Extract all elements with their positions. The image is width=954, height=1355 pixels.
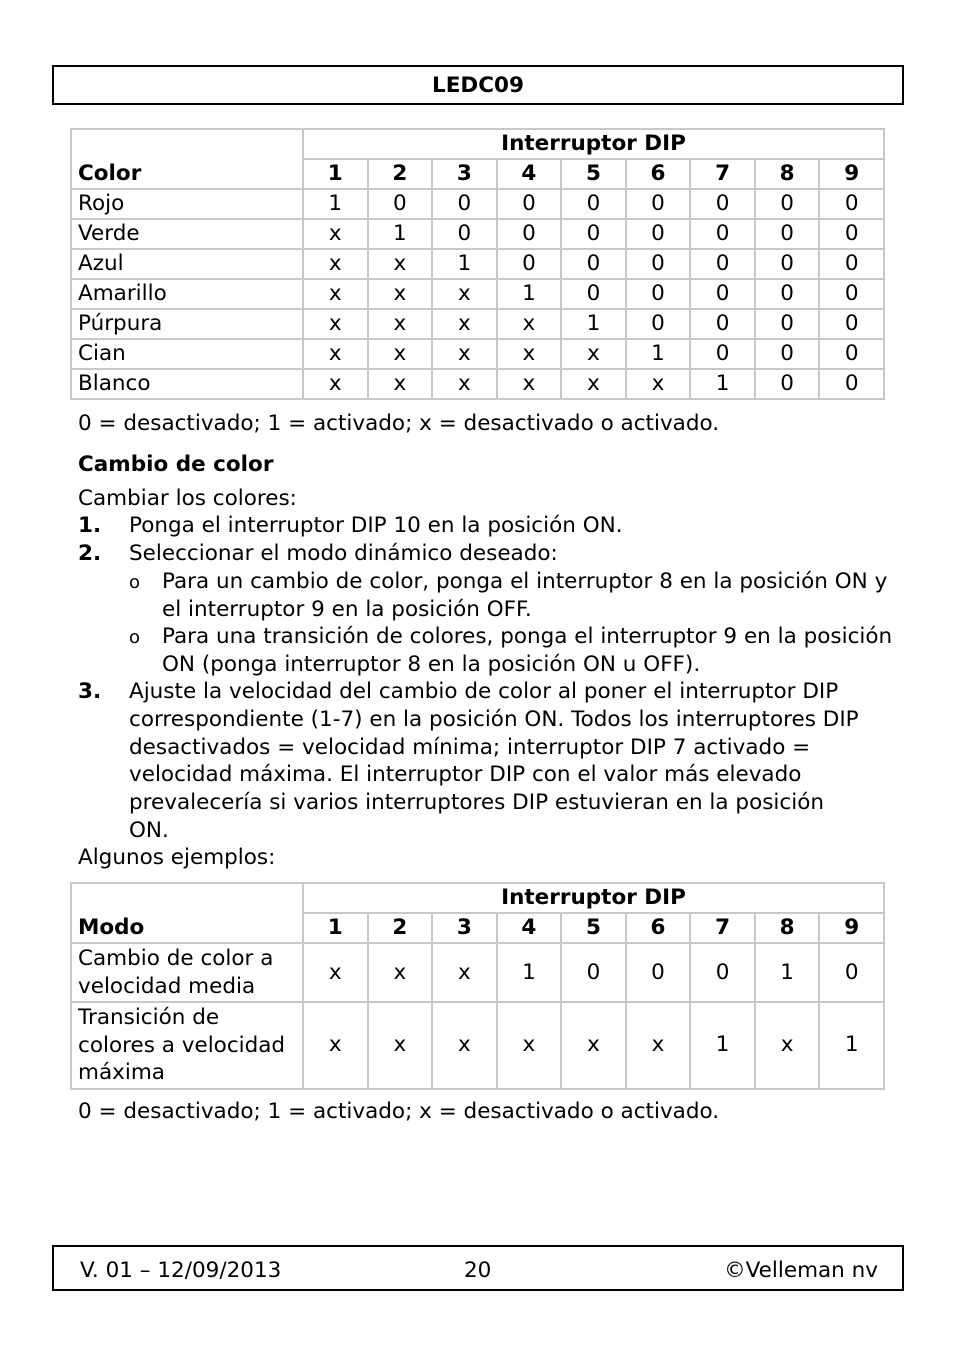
table-cell: x bbox=[561, 369, 626, 399]
table-cell: 0 bbox=[626, 943, 691, 1002]
table-cell: 1 bbox=[690, 369, 755, 399]
table-cell: 0 bbox=[755, 279, 820, 309]
table-cell: x bbox=[432, 943, 497, 1002]
table-cell: 0 bbox=[819, 369, 884, 399]
column-header: 9 bbox=[819, 159, 884, 189]
table-cell: 1 bbox=[819, 1002, 884, 1089]
table-cell: 0 bbox=[626, 249, 691, 279]
table-cell: x bbox=[497, 339, 562, 369]
table-cell: 0 bbox=[690, 309, 755, 339]
column-header: 6 bbox=[626, 913, 691, 943]
table-cell: 1 bbox=[690, 1002, 755, 1089]
table-cell: 0 bbox=[626, 279, 691, 309]
subitem-text-1: Para un cambio de color, ponga el interruptor 8 en la posición ON y el interruptor 9 en la posición OFF. bbox=[162, 569, 888, 622]
section-heading: Cambio de color bbox=[78, 452, 274, 477]
table-cell: x bbox=[755, 1002, 820, 1089]
table-cell: 0 bbox=[626, 219, 691, 249]
column-header: 1 bbox=[303, 913, 368, 943]
step-number-3: 3. bbox=[78, 679, 102, 704]
table-cell: 1 bbox=[626, 339, 691, 369]
table2-group-header: Interruptor DIP bbox=[303, 883, 884, 913]
table-cell: x bbox=[368, 339, 433, 369]
table-cell: 0 bbox=[819, 339, 884, 369]
column-header: 4 bbox=[497, 913, 562, 943]
table-cell: 0 bbox=[432, 219, 497, 249]
table-cell: 0 bbox=[819, 219, 884, 249]
table-cell: 0 bbox=[626, 189, 691, 219]
table-cell: x bbox=[368, 1002, 433, 1089]
column-header: 2 bbox=[368, 159, 433, 189]
table-row bbox=[71, 369, 884, 399]
row-label-line: máxima bbox=[78, 1060, 165, 1085]
table-cell: x bbox=[303, 249, 368, 279]
step-number-1: 1. bbox=[78, 513, 102, 538]
table-cell: x bbox=[432, 369, 497, 399]
row-label: Blanco bbox=[71, 369, 303, 399]
footer-version: V. 01 – 12/09/2013 bbox=[80, 1258, 282, 1283]
table-cell: 0 bbox=[755, 249, 820, 279]
table-cell: 0 bbox=[819, 189, 884, 219]
table-cell: 0 bbox=[690, 279, 755, 309]
footer-page-number: 20 bbox=[464, 1258, 492, 1283]
table-row bbox=[71, 219, 884, 249]
table-cell: x bbox=[303, 1002, 368, 1089]
table-cell: x bbox=[497, 1002, 562, 1089]
table-cell: 0 bbox=[561, 189, 626, 219]
table-cell: 0 bbox=[561, 249, 626, 279]
table-cell: 0 bbox=[755, 339, 820, 369]
table-cell: x bbox=[432, 279, 497, 309]
mode-dip-table bbox=[70, 882, 885, 1090]
table-cell: x bbox=[303, 943, 368, 1002]
column-header: 8 bbox=[755, 913, 820, 943]
table1-legend: 0 = desactivado; 1 = activado; x = desactivado o activado. bbox=[78, 411, 720, 436]
table-cell: 1 bbox=[368, 219, 433, 249]
bullet-icon: o bbox=[129, 572, 141, 593]
examples-intro: Algunos ejemplos: bbox=[78, 845, 276, 870]
table-cell: 0 bbox=[819, 249, 884, 279]
step-text-2: Seleccionar el modo dinámico deseado: bbox=[129, 541, 558, 566]
step-text-1: Ponga el interruptor DIP 10 en la posición ON. bbox=[129, 513, 623, 538]
table-cell: 0 bbox=[819, 279, 884, 309]
table-cell: 1 bbox=[497, 279, 562, 309]
table-cell: x bbox=[368, 309, 433, 339]
table-cell: x bbox=[432, 339, 497, 369]
subitem-text-2: Para una transición de colores, ponga el interruptor 9 en la posición ON (ponga interruptor 8 en la posición ON u OFF). bbox=[162, 624, 893, 677]
column-header: 1 bbox=[303, 159, 368, 189]
table-cell: 0 bbox=[755, 309, 820, 339]
page-footer bbox=[52, 1245, 904, 1291]
row-label: Verde bbox=[71, 219, 303, 249]
table-cell: 0 bbox=[690, 219, 755, 249]
table-cell: 1 bbox=[561, 309, 626, 339]
column-header: 6 bbox=[626, 159, 691, 189]
row-label-line: Cambio de color a bbox=[78, 946, 274, 971]
row-label bbox=[71, 943, 303, 1002]
table1-first-header: Color bbox=[71, 129, 303, 189]
table-row bbox=[71, 189, 884, 219]
table-cell: 0 bbox=[819, 943, 884, 1002]
table2-legend: 0 = desactivado; 1 = activado; x = desactivado o activado. bbox=[78, 1099, 720, 1124]
table-cell: 0 bbox=[497, 249, 562, 279]
table-row bbox=[71, 1002, 884, 1089]
table-cell: x bbox=[368, 249, 433, 279]
table-cell: x bbox=[561, 339, 626, 369]
column-header: 9 bbox=[819, 913, 884, 943]
table-cell: 1 bbox=[497, 943, 562, 1002]
table-cell: x bbox=[626, 1002, 691, 1089]
table-cell: x bbox=[303, 339, 368, 369]
table1-group-header: Interruptor DIP bbox=[303, 129, 884, 159]
row-label-line: Transición de bbox=[78, 1005, 220, 1030]
table2-first-header: Modo bbox=[71, 883, 303, 943]
column-header: 2 bbox=[368, 913, 433, 943]
table-cell: x bbox=[626, 369, 691, 399]
table-cell: x bbox=[432, 1002, 497, 1089]
table-cell: x bbox=[561, 1002, 626, 1089]
column-header: 7 bbox=[690, 913, 755, 943]
table-row bbox=[71, 279, 884, 309]
table-row bbox=[71, 309, 884, 339]
bullet-icon: o bbox=[129, 627, 141, 648]
step-text-3: Ajuste la velocidad del cambio de color al poner el interruptor DIP correspondiente (1-7) en la posición ON. Todos los interruptores DIP desactivados = velocidad mínima; interruptor DIP 7 activado = velocidad máxima. El interruptor DIP con el valor más elevado prevalecería si varios interruptores DIP estuvieran en la posición ON. bbox=[129, 679, 859, 843]
table-cell: 0 bbox=[497, 219, 562, 249]
table-cell: 0 bbox=[690, 189, 755, 219]
table-cell: 0 bbox=[755, 189, 820, 219]
column-header: 5 bbox=[561, 159, 626, 189]
row-label: Cian bbox=[71, 339, 303, 369]
table-cell: x bbox=[303, 279, 368, 309]
column-header: 3 bbox=[432, 913, 497, 943]
table-cell: 0 bbox=[561, 279, 626, 309]
table-cell: x bbox=[368, 279, 433, 309]
table-row bbox=[71, 943, 884, 1002]
table-cell: x bbox=[303, 219, 368, 249]
table-cell: x bbox=[497, 369, 562, 399]
header-title: LEDC09 bbox=[432, 73, 524, 98]
row-label: Rojo bbox=[71, 189, 303, 219]
table-cell: x bbox=[497, 309, 562, 339]
table-cell: 0 bbox=[690, 339, 755, 369]
table-cell: 0 bbox=[432, 189, 497, 219]
table-cell: 0 bbox=[368, 189, 433, 219]
table-cell: 1 bbox=[303, 189, 368, 219]
table-cell: x bbox=[303, 309, 368, 339]
row-label: Azul bbox=[71, 249, 303, 279]
table-cell: 1 bbox=[755, 943, 820, 1002]
column-header: 5 bbox=[561, 913, 626, 943]
column-header: 8 bbox=[755, 159, 820, 189]
table-cell: 0 bbox=[755, 369, 820, 399]
column-header: 7 bbox=[690, 159, 755, 189]
table-cell: 0 bbox=[690, 249, 755, 279]
table-row bbox=[71, 249, 884, 279]
table-cell: 0 bbox=[626, 309, 691, 339]
section-intro: Cambiar los colores: bbox=[78, 486, 297, 511]
table-cell: 0 bbox=[819, 309, 884, 339]
row-label-line: velocidad media bbox=[78, 973, 256, 999]
column-header: 3 bbox=[432, 159, 497, 189]
table-cell: 0 bbox=[497, 189, 562, 219]
row-label: Amarillo bbox=[71, 279, 303, 309]
table-cell: x bbox=[368, 943, 433, 1002]
table-cell: x bbox=[432, 309, 497, 339]
table-cell: 0 bbox=[755, 219, 820, 249]
table-cell: 0 bbox=[690, 943, 755, 1002]
table-cell: 1 bbox=[432, 249, 497, 279]
page-header bbox=[52, 65, 904, 105]
row-label bbox=[71, 1002, 303, 1089]
table-row bbox=[71, 339, 884, 369]
table-cell: x bbox=[368, 369, 433, 399]
row-label: Púrpura bbox=[71, 309, 303, 339]
table-cell: 0 bbox=[561, 219, 626, 249]
table-cell: x bbox=[303, 369, 368, 399]
step-number-2: 2. bbox=[78, 541, 102, 566]
row-label-line: colores a velocidad bbox=[78, 1032, 286, 1058]
footer-copyright: ©Velleman nv bbox=[724, 1258, 878, 1283]
table-cell: 0 bbox=[561, 943, 626, 1002]
color-dip-table bbox=[70, 128, 885, 400]
column-header: 4 bbox=[497, 159, 562, 189]
